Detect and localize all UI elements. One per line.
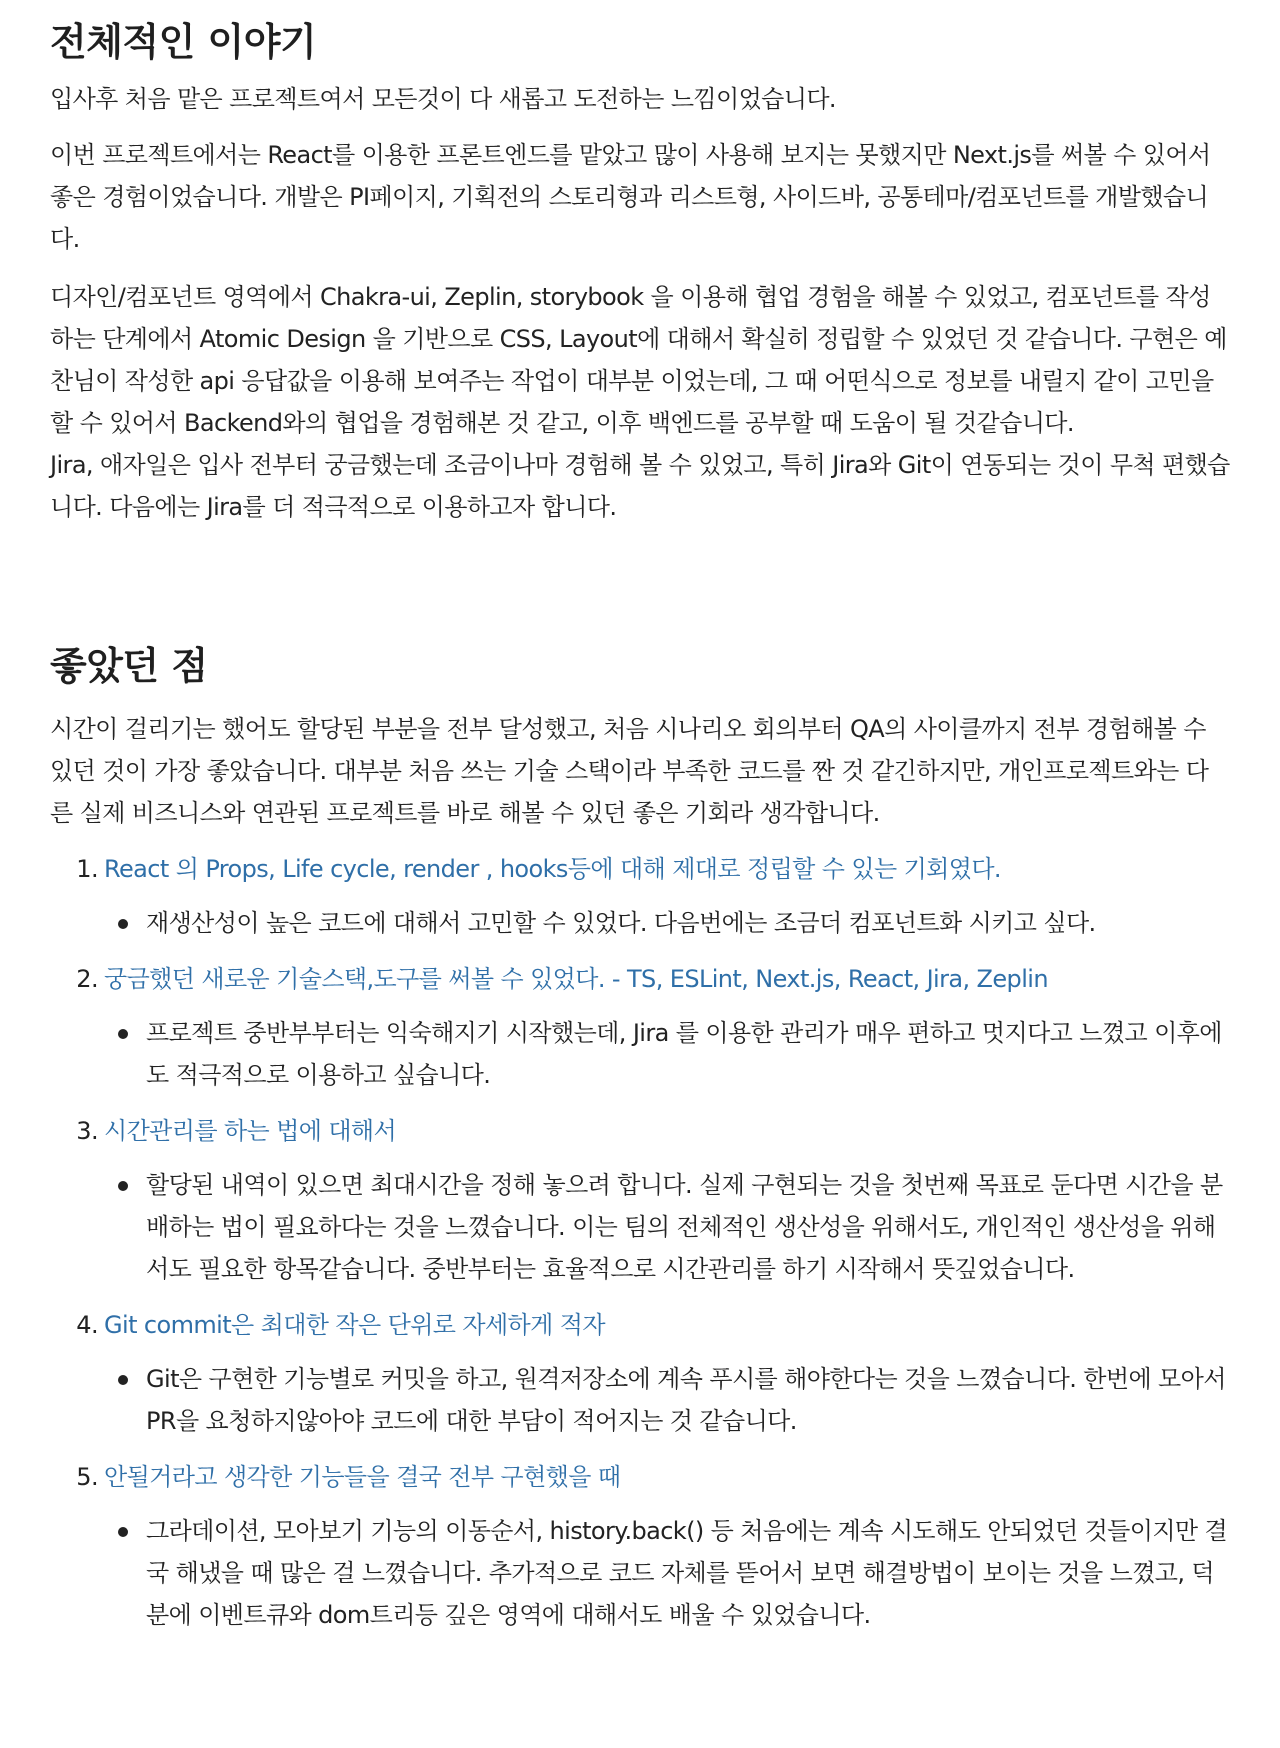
list-number: 2. [76, 965, 98, 993]
sub-item-text: 할당된 내역이 있으면 최대시간을 정해 놓으려 합니다. 실제 구현되는 것을 첫번째 목표로 둔다면 시간을 분배하는 법이 필요하다는 것을 느꼈습니다. 이는 팀의 전체적인 생산성을 위해서도, 개인적인 생산성을 위해서도 필요한 항목같습니다. 중반부터는 효율적으로 시간관리를 하기 시작해서 뜻깊었습니다. [146, 1171, 1223, 1283]
sub-item-text: 프로젝트 중반부부터는 익숙해지기 시작했는데, Jira 를 이용한 관리가 매우 편하고 멋지다고 느꼈고 이후에도 적극적으로 이용하고 싶습니다. [146, 1019, 1222, 1089]
sub-list [50, 1012, 1230, 1096]
section-title-overall: 전체적인 이야기 [50, 20, 317, 64]
sub-list-item [112, 1012, 1230, 1096]
list-number: 5. [76, 1463, 98, 1491]
paragraph-good-points-intro: 시간이 걸리기는 했어도 할당된 부분을 전부 달성했고, 처음 시나리오 회의부터 QA의 사이클까지 전부 경험해볼 수 있던 것이 가장 좋았습니다. 대부분 처음 쓰는 기술 스택이라 부족한 코드를 짠 것 같긴하지만, 개인프로젝트와는 다른 실제 비즈니스와 연관된 프로젝트를 바로 해볼 수 있던 좋은 기회라 생각합니다. [50, 715, 1209, 827]
list-number: 4. [76, 1311, 98, 1339]
sub-list-item [112, 902, 1230, 944]
sub-item-text: 재생산성이 높은 코드에 대해서 고민할 수 있었다. 다음번에는 조금더 컴포넌트화 시키고 싶다. [146, 909, 1096, 937]
sub-list-item [112, 1164, 1230, 1290]
item-title-link[interactable]: Git commit은 최대한 작은 단위로 자세하게 적자 [104, 1311, 605, 1339]
list-item [50, 1456, 1230, 1636]
item-title-link[interactable]: React 의 Props, Life cycle, render , hooks등에 대해 제대로 정립할 수 있는 기회였다. [104, 855, 1001, 883]
sub-list [50, 1164, 1230, 1290]
paragraph-design-collaboration: 디자인/컴포넌트 영역에서 Chakra-ui, Zeplin, storybook 을 이용해 협업 경험을 해볼 수 있었고, 컴포넌트를 작성하는 단계에서 Atomic Design 을 기반으로 CSS, Layout에 대해서 확실히 정립할 수 있었던 것 같습니다. 구현은 예찬님이 작성한 api 응답값을 이용해 보여주는 작업이 대부분 이었는데, 그 때 어떤식으로 정보를 내릴지 같이 고민을 할 수 있어서 Backend와의 협업을 경험해본 것 같고, 이후 백엔드를 공부할 때 도움이 될 것같습니다. [50, 283, 1227, 437]
bullet-icon [112, 1510, 146, 1636]
sub-list-item [112, 1510, 1230, 1636]
sub-list [50, 1510, 1230, 1636]
paragraph-jira-agile: Jira, 애자일은 입사 전부터 궁금했는데 조금이나마 경험해 볼 수 있었고, 특히 Jira와 Git이 연동되는 것이 무척 편했습니다. 다음에는 Jira를 더 적극적으로 이용하고자 합니다. [50, 451, 1230, 521]
sub-list [50, 1358, 1230, 1442]
section-title-good-points: 좋았던 점 [50, 644, 208, 688]
item-title-link[interactable]: 안될거라고 생각한 기능들을 결국 전부 구현했을 때 [104, 1463, 621, 1491]
sub-list [50, 902, 1230, 944]
bullet-icon [112, 902, 146, 944]
bullet-icon [112, 1012, 146, 1096]
paragraph-project-role: 이번 프로젝트에서는 React를 이용한 프론트엔드를 맡았고 많이 사용해 보지는 못했지만 Next.js를 써볼 수 있어서 좋은 경험이었습니다. 개발은 PI페이지, 기획전의 스토리형과 리스트형, 사이드바, 공통테마/컴포넌트를 개발했습니다. [50, 141, 1211, 253]
sub-list-item [112, 1358, 1230, 1442]
list-item [50, 1304, 1230, 1442]
list-number: 1. [76, 855, 98, 883]
sub-item-text: Git은 구현한 기능별로 커밋을 하고, 원격저장소에 계속 푸시를 해야한다는 것을 느꼈습니다. 한번에 모아서 PR을 요청하지않아야 코드에 대한 부담이 적어지는 것 같습니다. [146, 1365, 1226, 1435]
list-item [50, 1110, 1230, 1290]
list-number: 3. [76, 1117, 98, 1145]
sub-item-text: 그라데이션, 모아보기 기능의 이동순서, history.back() 등 처음에는 계속 시도해도 안되었던 것들이지만 결국 해냈을 때 많은 걸 느꼈습니다. 추가적으로 코드 자체를 뜯어서 보면 해결방법이 보이는 것을 느꼈고, 덕분에 이벤트큐와 dom트리등 깊은 영역에 대해서도 배울 수 있었습니다. [146, 1517, 1228, 1629]
bullet-icon [112, 1164, 146, 1290]
paragraph-intro: 입사후 처음 맡은 프로젝트여서 모든것이 다 새롭고 도전하는 느낌이었습니다. [50, 85, 836, 113]
bullet-icon [112, 1358, 146, 1442]
item-title-link[interactable]: 시간관리를 하는 법에 대해서 [104, 1117, 397, 1145]
good-points-list [50, 848, 1230, 1636]
item-title-link[interactable]: 궁금했던 새로운 기술스택,도구를 써볼 수 있었다. - TS, ESLint, Next.js, React, Jira, Zeplin [104, 965, 1048, 993]
list-item [50, 958, 1230, 1096]
list-item [50, 848, 1230, 944]
